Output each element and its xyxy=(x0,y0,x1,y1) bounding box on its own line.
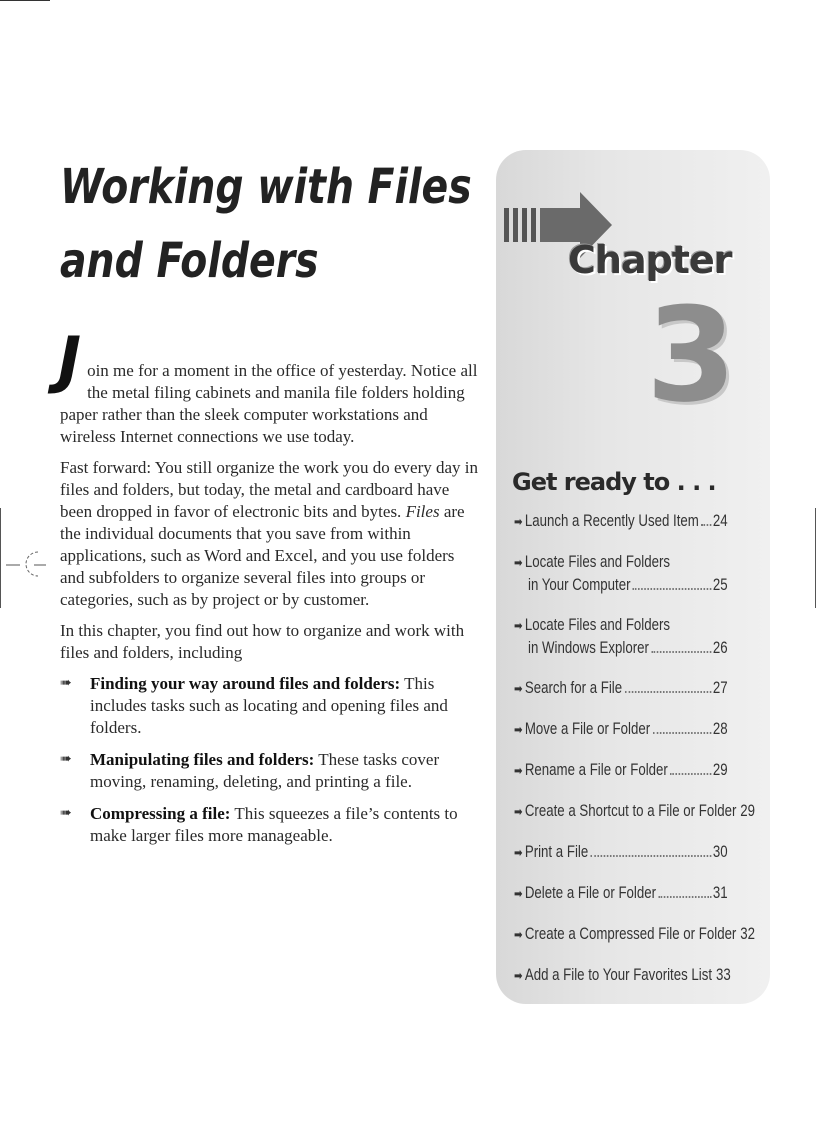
list-item-heading: Compressing a file: xyxy=(90,804,231,823)
task-item[interactable] xyxy=(514,677,728,700)
task-label: Move a File or Folder xyxy=(524,719,651,738)
paragraph-files-part-1: Fast forward: You still organize the work you do every day in files and folders, but today, the metal and cardboard have been dropped in favor of electronic bits and bytes. xyxy=(60,458,479,521)
leader-dots xyxy=(658,896,711,898)
task-item[interactable] xyxy=(514,841,728,864)
arrow-icon: ➠ xyxy=(60,752,72,767)
task-label: Create a Compressed File or Folder xyxy=(524,924,737,943)
chapter-number: 3 xyxy=(646,279,737,431)
task-label: Launch a Recently Used Item xyxy=(524,511,699,530)
task-item[interactable] xyxy=(514,882,728,905)
list-item-text: These tasks cover moving, renaming, deleting, and printing a file. xyxy=(90,750,440,791)
list-item-heading: Manipulating files and folders: xyxy=(90,750,315,769)
task-item[interactable] xyxy=(514,759,728,782)
arrow-icon: ➡ xyxy=(514,804,523,819)
arrow-icon: ➡ xyxy=(514,555,523,570)
task-page: 28 xyxy=(712,719,728,738)
task-label-cont: in Windows Explorer xyxy=(528,638,649,657)
list-item xyxy=(60,803,480,847)
task-page: 31 xyxy=(712,883,728,902)
arrow-icon: ➡ xyxy=(514,618,523,633)
task-page: 29 xyxy=(740,801,756,820)
files-term: Files xyxy=(405,502,440,521)
arrow-icon: ➡ xyxy=(514,681,523,696)
registration-mark-icon xyxy=(6,548,46,578)
leader-dots xyxy=(652,732,711,734)
paragraph-files xyxy=(60,457,480,611)
task-label: Locate Files and Folders xyxy=(524,615,671,634)
task-page: 33 xyxy=(715,965,731,984)
chapter-label: Chapter xyxy=(568,238,732,282)
task-item[interactable] xyxy=(514,551,728,596)
task-page: 25 xyxy=(712,575,728,594)
body-text xyxy=(58,323,480,857)
drop-cap: J xyxy=(58,323,82,396)
list-item-text: This includes tasks such as locating and opening files and folders. xyxy=(90,674,448,737)
arrow-icon: ➡ xyxy=(514,968,523,983)
arrow-icon: ➠ xyxy=(60,806,72,821)
crop-mark-left xyxy=(0,508,1,608)
chapter-title-line-2: and Folders xyxy=(60,233,319,289)
task-item[interactable] xyxy=(514,800,756,823)
top-rule xyxy=(0,0,50,1)
list-item-text: This squeezes a file’s contents to make larger files more manageable. xyxy=(90,804,458,845)
task-label: Locate Files and Folders xyxy=(524,552,671,571)
task-label: Add a File to Your Favorites List xyxy=(524,965,713,984)
arrow-icon: ➡ xyxy=(514,927,523,942)
leader-dots xyxy=(624,691,711,693)
intro-paragraph-text: oin me for a moment in the office of yesterday. Notice all the metal filing cabinets and manila file folders holding paper rather than the sleek computer workstations and wireless Internet connections we use today. xyxy=(60,361,478,446)
leader-dots xyxy=(670,773,711,775)
list-item-heading: Finding your way around files and folders: xyxy=(90,674,401,693)
task-page: 29 xyxy=(712,760,728,779)
task-label: Delete a File or Folder xyxy=(524,883,657,902)
leader-dots xyxy=(591,855,712,857)
arrow-icon: ➡ xyxy=(514,763,523,778)
task-item[interactable] xyxy=(514,614,728,659)
task-list xyxy=(514,510,756,1005)
task-page: 30 xyxy=(712,842,728,861)
task-label: Create a Shortcut to a File or Folder xyxy=(524,801,737,820)
leader-dots xyxy=(701,524,711,526)
topic-list xyxy=(60,673,480,847)
paragraph-overview: In this chapter, you find out how to organize and work with files and folders, including xyxy=(60,621,465,662)
task-item[interactable] xyxy=(514,964,731,987)
task-item[interactable] xyxy=(514,510,728,533)
arrow-icon: ➡ xyxy=(514,845,523,860)
arrow-icon: ➡ xyxy=(514,722,523,737)
chapter-title-line-1: Working with Files xyxy=(60,159,472,215)
task-page: 32 xyxy=(740,924,756,943)
arrow-icon: ➡ xyxy=(514,514,523,529)
paragraph-files-part-2: are the individual documents that you save from within applications, such as Word and Excel, and you use folders and subfolders to organize several files into groups or categories, such as by project or by customer. xyxy=(60,502,465,609)
task-page: 27 xyxy=(712,678,728,697)
task-page: 26 xyxy=(712,638,728,657)
chapter-title xyxy=(60,150,472,298)
task-page: 24 xyxy=(712,511,728,530)
arrow-icon: ➠ xyxy=(60,676,72,691)
task-label: Rename a File or Folder xyxy=(524,760,668,779)
task-item[interactable] xyxy=(514,718,728,741)
get-ready-heading: Get ready to . . . xyxy=(512,468,716,496)
task-label: Search for a File xyxy=(524,678,623,697)
list-item xyxy=(60,749,480,793)
leader-dots xyxy=(651,651,711,653)
leader-dots xyxy=(633,588,711,590)
chapter-sidebar xyxy=(496,150,770,1004)
task-item[interactable] xyxy=(514,923,756,946)
task-label-cont: in Your Computer xyxy=(528,575,631,594)
arrow-icon: ➡ xyxy=(514,886,523,901)
task-label: Print a File xyxy=(524,842,589,861)
list-item xyxy=(60,673,480,739)
intro-paragraph xyxy=(58,323,480,448)
